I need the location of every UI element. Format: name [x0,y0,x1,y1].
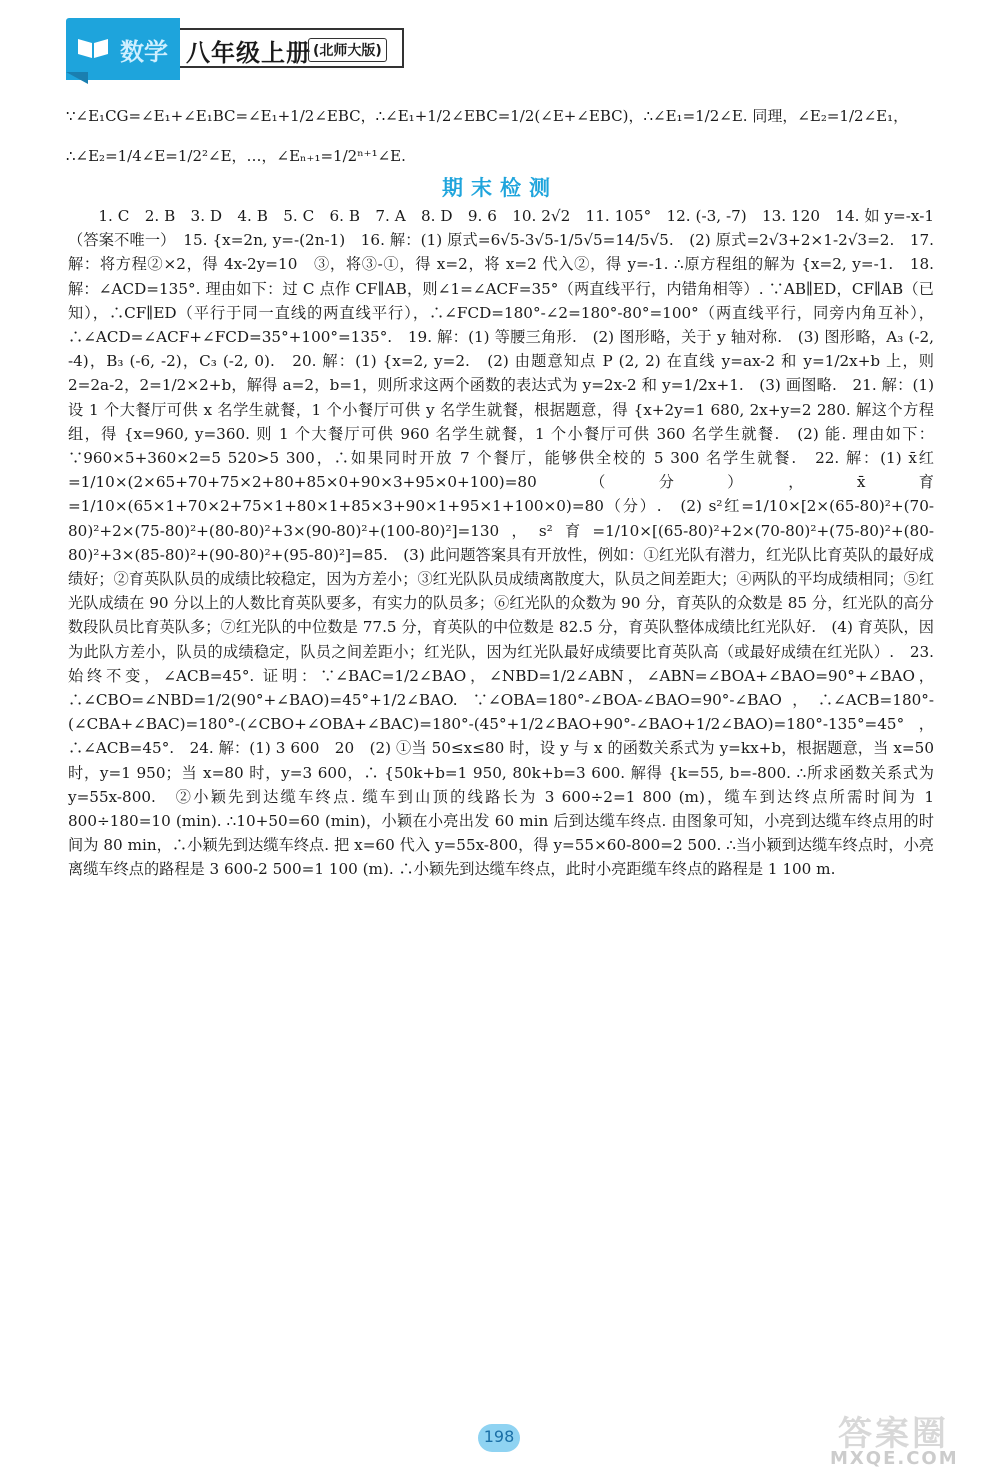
page-number: 198 [483,1427,515,1446]
edition-label: (北师大版) [308,38,387,62]
book-title: 八年级上册 [186,39,311,67]
watermark-url-text: MXQE.COM [830,1448,959,1469]
tab-fold-decoration [66,72,88,84]
subject-label: 数学 [120,38,168,66]
page-number-badge [478,1424,520,1452]
page-header [66,18,406,80]
subject-tab [66,18,180,80]
intro-line-2: ∴∠E₂=1/4∠E=1/2²∠E，…，∠Eₙ₊₁=1/2ⁿ⁺¹∠E. [66,147,406,165]
answer-content [68,204,934,882]
answer-text: 1. C 2. B 3. D 4. B 5. C 6. B 7. A 8. D 9. 6 10. 2√2 11. 105° 12. (-3, -7) 13. 120 14. 如 y=-x-1（答案不唯一） 15. {x=2n, y=-(2n-1) 16. 解：(1) 原式=6√5-3√5-1/5√5=14/5√5. (2) 原式=2√3+2×1-2√3=2. 17. 解：将方程②×2，得 4x-2y=10 ③，将③-①，得 x=2，将 x=2 代入②，得 y=-1. ∴原方程组的解为 {x=2, y=-1. 18. 解：∠ACD=135°. 理由如下：过 C 点作 CF∥AB，则∠1=∠ACF=35°（两直线平行，内错角相等）. ∵AB∥ED，CF∥AB（已知），∴CF∥ED（平行于同一直线的两直线平行），∴∠FCD=180°-∠2=180°-80°=100°（两直线平行，同旁内角互补），∴∠ACD=∠ACF+∠FCD=35°+100°=135°. 19. 解：(1) 等腰三角形. (2) 图形略，关于 y 轴对称. (3) 图形略，A₃ (-2, -4)，B₃ (-6, -2)，C₃ (-2, 0). 20. 解：(1) {x=2, y=2. (2) 由题意知点 P (2, 2) 在直线 y=ax-2 和 y=1/2x+b 上，则 2=2a-2，2=1/2×2+b，解得 a=2，b=1，则所求这两个函数的表达式为 y=2x-2 和 y=1/2x+1. (3) 画图略. 21. 解：(1) 设 1 个大餐厅可供 x 名学生就餐，1 个小餐厅可供 y 名学生就餐，根据题意，得 {x+2y=1 680, 2x+y=2 280. 解这个方程组，得 {x=960, y=360. 则 1 个大餐厅可供 960 名学生就餐，1 个小餐厅可供 360 名学生就餐. (2) 能. 理由如下：∵960×5+360×2=5 520>5 300，∴如果同时开放 7 个餐厅，能够供全校的 5 300 名学生就餐. 22. 解：(1) x̄红=1/10×(2×65+70+75×2+80+85×0+90×3+95×0+100)=80（分），x̄育=1/10×(65×1+70×2+75×1+80×1+85×3+90×1+95×1+100×0)=80（分）. (2) s²红=1/10×[2×(65-80)²+(70-80)²+2×(75-80)²+(80-80)²+3×(90-80)²+(100-80)²]=130，s²育=1/10×[(65-80)²+2×(70-80)²+(75-80)²+(80-80)²+3×(85-80)²+(90-80)²+(95-80)²]=85. (3) 此问题答案具有开放性，例如：①红光队有潜力，红光队比育英队的最好成绩好；②育英队队员的成绩比较稳定，因为方差小；③红光队队员成绩离散度大，队员之间差距大；④两队的平均成绩相同；⑤红光队成绩在 90 分以上的人数比育英队要多，有实力的队员多；⑥红光队的众数为 90 分，育英队的众数是 85 分，红光队的高分数段队员比育英队多；⑦红光队的中位数是 77.5 分，育英队的中位数是 82.5 分，育英队整体成绩比红光队好. (4) 育英队，因为此队方差小，队员的成绩稳定，队员之间差距小；红光队，因为红光队最好成绩要比育英队高（或最好成绩在红光队）. 23. 始终不变，∠ACB=45°. 证明：∵∠BAC=1/2∠BAO，∠NBD=1/2∠ABN，∠ABN=∠BOA+∠BAO=90°+∠BAO，∴∠CBO=∠NBD=1/2(90°+∠BAO)=45°+1/2∠BAO. ∵∠OBA=180°-∠BOA-∠BAO=90°-∠BAO，∴∠ACB=180°-(∠CBA+∠BAC)=180°-(∠CBO+∠OBA+∠BAC)=180°-(45°+1/2∠BAO+90°-∠BAO+1/2∠BAO)=180°-135°=45°，∴∠ACB=45°. 24. 解：(1) 3 600 20 (2) ①当 50≤x≤80 时，设 y 与 x 的函数关系式为 y=kx+b，根据题意，当 x=50 时，y=1 950；当 x=80 时，y=3 600，∴ {50k+b=1 950, 80k+b=3 600. 解得 {k=55, b=-800. ∴所求函数关系式为 y=55x-800. ②小颖先到达缆车终点. 缆车到山顶的线路长为 3 600÷2=1 800 (m)，缆车到达终点所需时间为 1 800÷180=10 (min). ∴10+50=60 (min)，小颖在小亮出发 60 min 后到达缆车终点. 由图象可知，小亮到达缆车终点用的时间为 80 min，∴小颖先到达缆车终点. 把 x=60 代入 y=55x-800，得 y=55×60-800=2 500. ∴当小颖到达缆车终点时，小亮离缆车终点的路程是 3 600-2 500=1 100 (m). ∴小颖先到达缆车终点，此时小亮距缆车终点的路程是 1 100 m. [68,207,934,879]
watermark-logo [820,1400,988,1472]
book-icon [76,36,110,60]
intro-line-1: ∵∠E₁CG=∠E₁+∠E₁BC=∠E₁+1/2∠EBC，∴∠E₁+1/2∠EBC=1/2(∠E+∠EBC)，∴∠E₁=1/2∠E. 同理，∠E₂=1/2∠E₁， [66,107,909,125]
book-title-box [180,28,404,68]
intro-block [66,96,936,176]
section-title: 期末检测 [442,176,558,200]
watermark-top-text: 答案圈 [838,1414,949,1454]
